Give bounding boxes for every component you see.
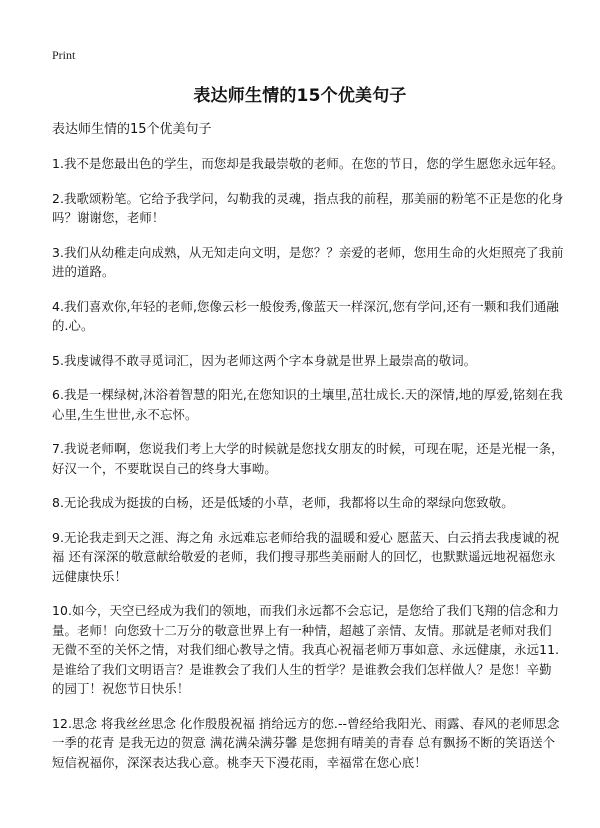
sentence-3: 3.我们从幼稚走向成熟，从无知走向文明，是您？？亲爱的老师，您用生命的火炬照亮了我前进的道路。 (52, 244, 564, 279)
sentence-2: 2.我歌颂粉笔。它给予我学问，勾勒我的灵魂，指点我的前程，那美丽的粉笔不正是您的化身吗？谢谢您，老师！ (52, 190, 564, 225)
sentence-1: 1.我不是您最出色的学生，而您却是我最崇敬的老师。在您的节日，您的学生愿您永远年轻。 (52, 156, 564, 171)
sentence-9: 9.无论我走到天之涯、海之角 永远难忘老师给我的温暖和爱心 愿蓝天、白云捎去我虔诚的祝福 还有深深的敬意献给敬爱的老师，我们搜寻那些美丽耐人的回忆，也默默遥远地祝福您永远健康快乐！ (52, 529, 560, 584)
article-body (52, 120, 564, 787)
sentence-6: 6.我是一棵绿树,沐浴着智慧的阳光,在您知识的土壤里,茁壮成长.天的深情,地的厚爱,铭刻在我心里,生生世世,永不忘怀。 (52, 387, 563, 422)
page-title: 表达师生情的15个优美句子 (193, 86, 407, 106)
sentence-12: 12.思念 将我丝丝思念 化作殷殷祝福 捎给远方的您.--曾经给我阳光、雨露、春风的老师思念一季的花青 是我无边的贺意 满花满朵满芬馨 是您拥有晴美的青春 总有飘扬不断的笑语送个短信祝福你，深深表达我心意。桃李天下漫花雨，幸福常在您心底！ (52, 715, 560, 770)
sentence-10: 10.如今，天空已经成为我们的领地，而我们永远都不会忘记，是您给了我们飞翔的信念和力量。老师！向您致十二万分的敬意世界上有一种情，超越了亲情、友情。那就是老师对我们无微不至的关怀之情，对我们细心教导之情。我真心祝福老师万事如意、永远健康，永远11.是谁给了我们文明语言？是谁教会了我们人生的哲学？是谁教会我们怎样做人？是您！辛勤的园丁！祝您节日快乐！ (52, 603, 560, 696)
article-subtitle: 表达师生情的15个优美句子 (52, 122, 212, 137)
sentence-7: 7.我说老师啊，您说我们考上大学的时候就是您找女朋友的时候，可现在呢，还是光棍一条，好汉一个，不要耽误自己的终身大事呦。 (52, 441, 564, 476)
sentence-5: 5.我虔诚得不敢寻觅词汇，因为老师这两个字本身就是世界上最崇高的敬词。 (52, 352, 477, 368)
sentence-8: 8.无论我成为挺拔的白杨，还是低矮的小草，老师，我都将以生命的翠绿向您致敬。 (52, 495, 514, 510)
sentence-4: 4.我们喜欢你,年轻的老师,您像云杉一般俊秀,像蓝天一样深沉,您有学问,还有一颗和我们通融的.心。 (52, 298, 559, 333)
print-link[interactable]: Print (52, 48, 76, 62)
